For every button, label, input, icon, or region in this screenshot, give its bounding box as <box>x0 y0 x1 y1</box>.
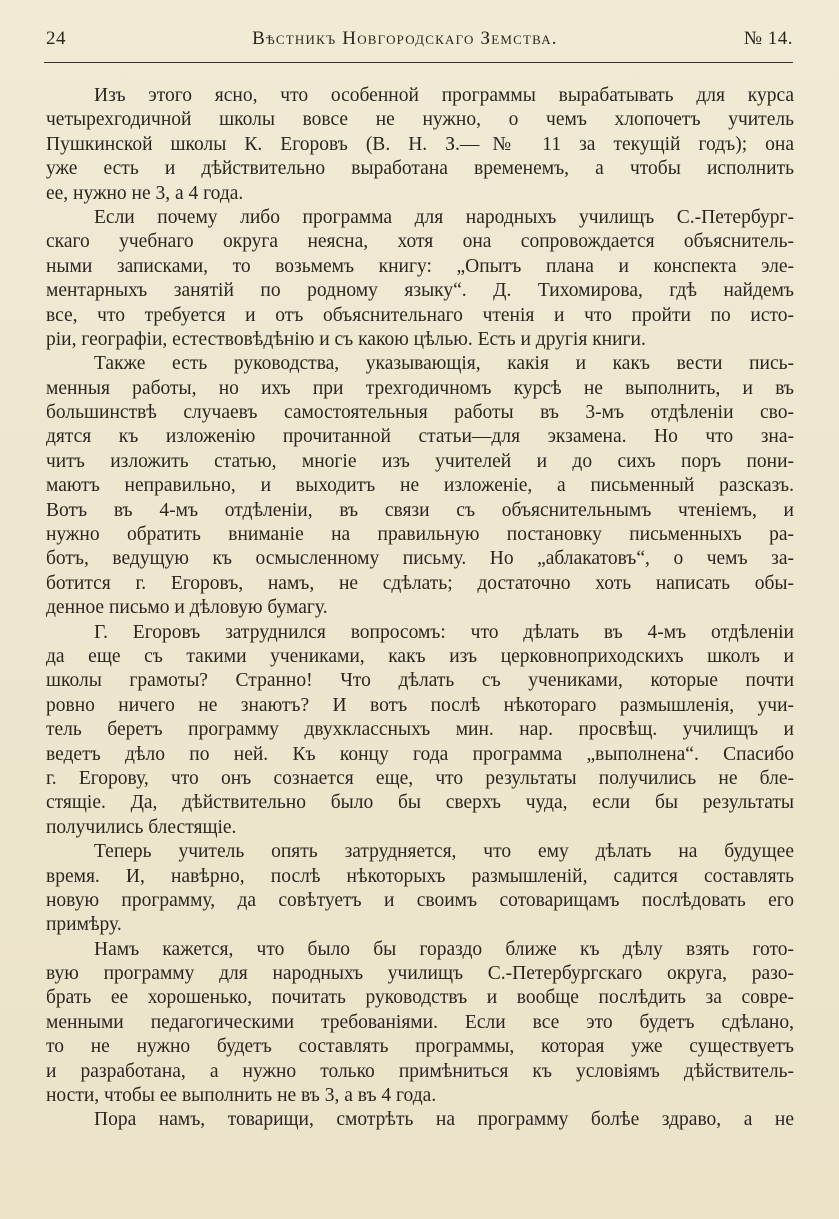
text-line: ровно ничего не знаютъ? И вотъ послѣ нѣкотораго размышленія, учи- <box>46 694 794 716</box>
text-line: стящіе. Да, дѣйствительно было бы сверхъ чуда, если бы результаты <box>46 792 794 814</box>
text-line: Вотъ въ 4-мъ отдѣленіи, въ связи съ объяснительнымъ чтеніемъ, и <box>46 499 794 521</box>
text-line: Теперь учитель опять затрудняется, что ему дѣлать на будущее <box>94 841 794 863</box>
text-line: время. И, навѣрно, послѣ нѣкоторыхъ размышленій, садится составлять <box>46 865 794 887</box>
text-line: и разработана, а нужно только примѣниться къ условіямъ дѣйствитель- <box>46 1060 794 1082</box>
text-line: ными записками, то возьмемъ книгу: „Опытъ плана и конспекта эле- <box>46 255 794 277</box>
text-line: денное письмо и дѣловую бумагу. <box>46 597 328 619</box>
text-line: новую программу, да совѣтуетъ и своимъ сотоварищамъ послѣдовать его <box>46 889 794 911</box>
text-line: маютъ неправильно, и выходитъ не изложеніе, а письменный разсказъ. <box>46 475 794 497</box>
text-line: Изъ этого ясно, что особенной программы вырабатывать для курса <box>94 85 794 106</box>
text-line: большинствѣ случаевъ самостоятельныя работы въ 3-мъ отдѣленіи сво- <box>46 402 794 424</box>
text-line: менныя работы, но ихъ при трехгодичномъ курсѣ не выполнить, и въ <box>46 377 794 399</box>
issue-number: № 14. <box>743 28 793 49</box>
text-line: скаго учебнаго округа неясна, хотя она сопровождается объяснитель- <box>46 231 794 253</box>
text-line: г. Егорову, что онъ сознается еще, что результаты получились не бле- <box>46 767 794 789</box>
text-line: то не нужно будетъ составлять программы, которая уже существуетъ <box>46 1036 794 1058</box>
page-header <box>46 28 793 58</box>
text-line: ведетъ дѣло по ней. Къ концу года программа „выполнена“. Спасибо <box>46 743 794 765</box>
text-line: Пушкинской школы К. Егоровъ (В. Н. З.—№ 11 за текущій годъ); она <box>46 133 794 155</box>
header-rule <box>44 62 793 63</box>
text-line: нужно обратить вниманіе на правильную постановку письменныхъ ра- <box>46 524 794 546</box>
text-line: дятся къ изложенію прочитанной статьи—для экзамена. Но что зна- <box>46 426 794 448</box>
text-line: читъ изложить статью, многіе изъ учителей и до сихъ поръ пони- <box>46 450 794 472</box>
text-line: вую программу для народныхъ училищъ С.-Петербургскаго округа, разо- <box>46 963 794 985</box>
text-line: менными педагогическими требованіями. Если все это будетъ сдѣлано, <box>46 1011 794 1033</box>
article-body <box>46 84 794 1133</box>
text-line: да еще съ такими учениками, какъ изъ церковноприходскихъ школъ и <box>46 645 794 667</box>
text-line: ботъ, ведущую къ осмысленному письму. Но „аблакатовъ“, о чемъ за- <box>46 548 794 570</box>
text-line: ее, нужно не 3, а 4 года. <box>46 182 244 204</box>
text-line: Пора намъ, товарищи, смотрѣть на программу болѣе здраво, а не <box>94 1109 794 1131</box>
text-line: примѣру. <box>46 914 122 936</box>
text-line: ментарныхъ занятій по родному языку“. Д. Тихомирова, гдѣ найдемъ <box>46 280 794 302</box>
text-line: брать ее хорошенько, почитать руководствъ и вообще послѣдить за совре- <box>46 987 794 1009</box>
text-line: получились блестящіе. <box>46 816 237 838</box>
text-line: четырехгодичной школы вовсе не нужно, о чемъ хлопочетъ учитель <box>46 109 794 131</box>
text-line: ріи, географіи, естествовѣдѣнію и съ какою цѣлью. Есть и другія книги. <box>46 328 646 350</box>
text-line: Если почему либо программа для народныхъ училищъ С.-Петербург- <box>94 206 794 228</box>
text-line: Намъ кажется, что было бы гораздо ближе къ дѣлу взять гото- <box>94 938 794 960</box>
text-line: ботится г. Егоровъ, намъ, не сдѣлать; достаточно хоть написать обы- <box>46 572 794 594</box>
text-line: ности, чтобы ее выполнить не въ 3, а въ 4 года. <box>46 1085 437 1107</box>
text-line: тель беретъ программу двухклассныхъ мин. нар. просвѣщ. училищъ и <box>46 719 794 741</box>
journal-title: Вѣстникъ Новгородскаго Земства. <box>252 28 558 49</box>
text-line: школы грамоты? Странно! Что дѣлать съ учениками, которые почти <box>46 670 794 692</box>
text-line: Также есть руководства, указывающія, какія и какъ вести пись- <box>94 353 794 375</box>
text-line: все, что требуется и отъ объяснительнаго чтенія и что пройти по исто- <box>46 304 794 326</box>
page-number: 24 <box>46 28 66 49</box>
text-line: Г. Егоровъ затруднился вопросомъ: что дѣлать въ 4-мъ отдѣленіи <box>94 621 794 643</box>
text-line: уже есть и дѣйствительно выработана временемъ, а чтобы исполнить <box>46 158 794 180</box>
